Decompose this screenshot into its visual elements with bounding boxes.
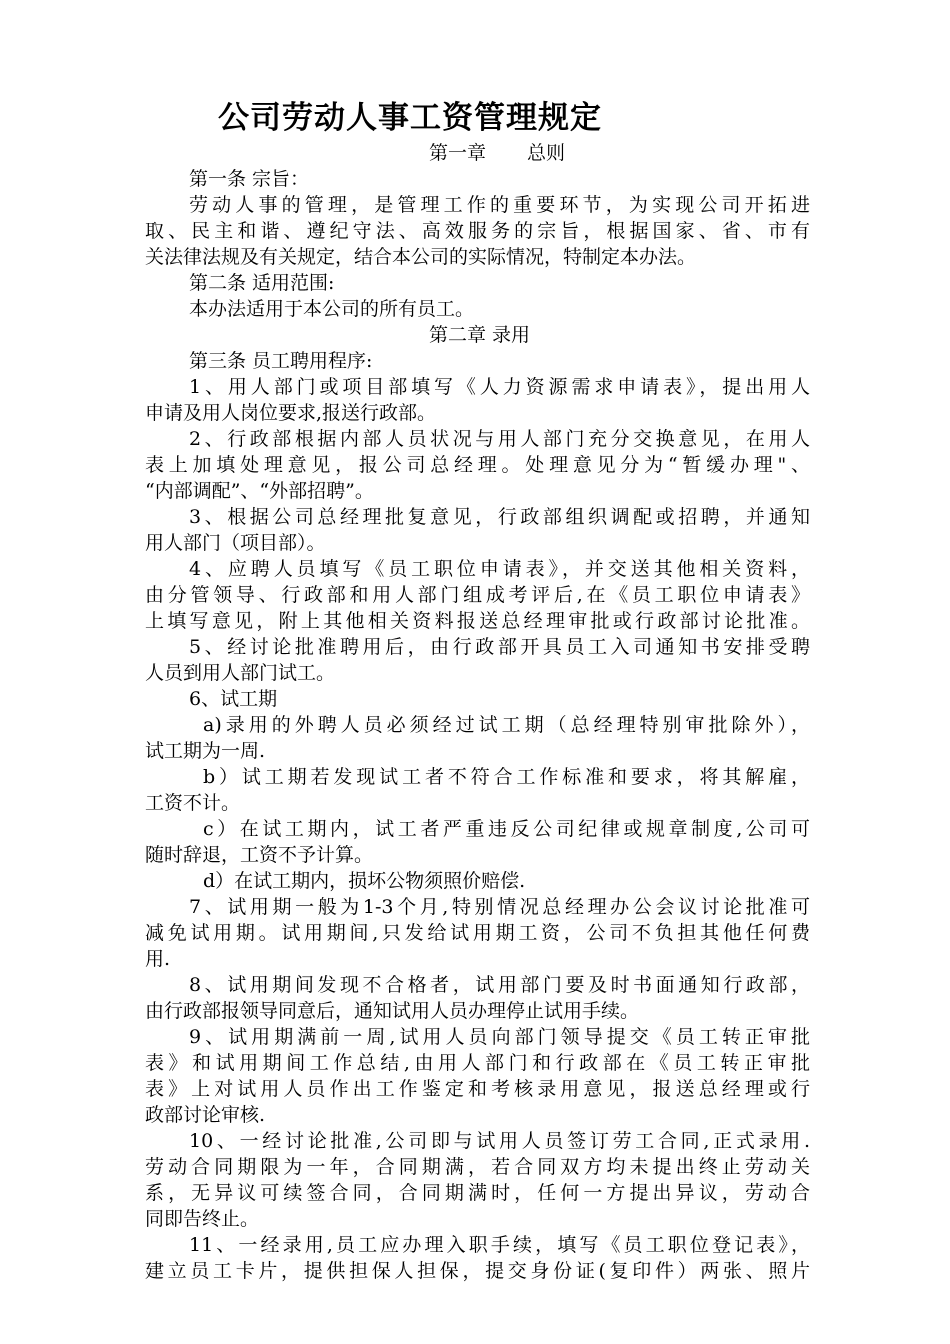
- paragraph-line: 由分管领导、行政部和用人部门组成考评后,在《员工职位申请表》: [145, 584, 810, 606]
- paragraph-line: 10、一经讨论批准,公司即与试用人员签订劳工合同,正式录用.: [189, 1130, 810, 1152]
- paragraph-line: 由行政部报领导同意后，通知试用人员办理停止试用手续。: [145, 1000, 640, 1022]
- paragraph-line: a)录用的外聘人员必须经过试工期（总经理特别审批除外），: [203, 714, 810, 736]
- paragraph-line: 用.: [145, 948, 171, 970]
- paragraph-line: 4、应聘人员填写《员工职位申请表》，并交送其他相关资料，: [189, 558, 810, 580]
- paragraph-line: 1、用人部门或项目部填写《人力资源需求申请表》，提出用人: [189, 376, 810, 398]
- paragraph-line: 9、试用期满前一周,试用人员向部门领导提交《员工转正审批: [189, 1026, 810, 1048]
- paragraph-line: d）在试工期内，损坏公物须照价赔偿.: [203, 870, 526, 892]
- paragraph-line: 7、试用期一般为1-3个月,特别情况总经理办公会议讨论批准可: [189, 896, 810, 918]
- paragraph-line: 劳动合同期限为一年，合同期满，若合同双方均未提出终止劳动关: [145, 1156, 810, 1178]
- paragraph-line: 试工期为一周.: [145, 740, 266, 762]
- paragraph-line: “内部调配”、“外部招聘”。: [145, 480, 374, 502]
- paragraph-line: 取、民主和谐、遵纪守法、高效服务的宗旨，根据国家、省、市有: [145, 220, 810, 242]
- article-heading: 第一条 宗旨：: [189, 168, 310, 190]
- paragraph-line: 2、行政部根据内部人员状况与用人部门充分交换意见，在用人: [189, 428, 810, 450]
- document-body: [145, 140, 810, 1284]
- paragraph-line: 建立员工卡片，提供担保人担保，提交身份证(复印件）两张、照片: [145, 1260, 810, 1282]
- paragraph-line: 11、一经录用,员工应办理入职手续，填写《员工职位登记表》，: [189, 1234, 810, 1256]
- paragraph-line: 劳动人事的管理，是管理工作的重要环节，为实现公司开拓进: [189, 194, 810, 216]
- chapter-number: 第一章: [429, 142, 487, 164]
- article-heading: 第二条 适用范围:: [189, 272, 335, 294]
- paragraph-line: c）在试工期内，试工者严重违反公司纪律或规章制度,公司可: [203, 818, 810, 840]
- paragraph-line: 随时辞退，工资不予计算。: [145, 844, 374, 866]
- paragraph-line: b）试工期若发现试工者不符合工作标准和要求，将其解雇，: [203, 766, 810, 788]
- paragraph-line: 3、根据公司总经理批复意见，行政部组织调配或招聘，并通知: [189, 506, 810, 528]
- paragraph-line: 申请及用人岗位要求,报送行政部。: [145, 402, 437, 424]
- paragraph-line: 用人部门（项目部）。: [145, 532, 326, 554]
- paragraph-line: 6、试工期: [189, 688, 278, 710]
- paragraph-line: 人员到用人部门试工。: [145, 662, 336, 684]
- chapter-title: 第二章 录用: [429, 324, 531, 346]
- chapter-heading-2: [145, 322, 810, 348]
- paragraph-line: 工资不计。: [145, 792, 241, 814]
- paragraph-line: 表》和试用期间工作总结,由用人部门和行政部在《员工转正审批: [145, 1052, 810, 1074]
- paragraph-line: 系，无异议可续签合同，合同期满时，任何一方提出异议，劳动合: [145, 1182, 810, 1204]
- paragraph-line: 政部讨论审核.: [145, 1104, 266, 1126]
- paragraph-line: 减免试用期。试用期间,只发给试用期工资，公司不负担其他任何费: [145, 922, 810, 944]
- paragraph-line: 8、试用期间发现不合格者，试用部门要及时书面通知行政部，: [189, 974, 810, 996]
- paragraph-line: 5、经讨论批准聘用后，由行政部开具员工入司通知书安排受聘: [189, 636, 810, 658]
- chapter-heading-1: [145, 140, 810, 166]
- paragraph-line: 关法律法规及有关规定，结合本公司的实际情况，特制定本办法。: [145, 246, 697, 268]
- chapter-name: 总则: [527, 142, 566, 164]
- paragraph-line: 上填写意见，附上其他相关资料报送总经理审批或行政部讨论批准。: [145, 610, 810, 632]
- paragraph-line: 表》上对试用人员作出工作鉴定和考核录用意见，报送总经理或行: [145, 1078, 810, 1100]
- document-title: 公司劳动人事工资管理规定: [218, 100, 602, 136]
- article-heading: 第三条 员工聘用程序:: [189, 350, 373, 372]
- paragraph-line: 同即告终止。: [145, 1208, 260, 1230]
- paragraph-line: 表上加填处理意见，报公司总经理。处理意见分为“暂缓办理"、: [145, 454, 810, 476]
- paragraph-line: 本办法适用于本公司的所有员工。: [189, 298, 475, 320]
